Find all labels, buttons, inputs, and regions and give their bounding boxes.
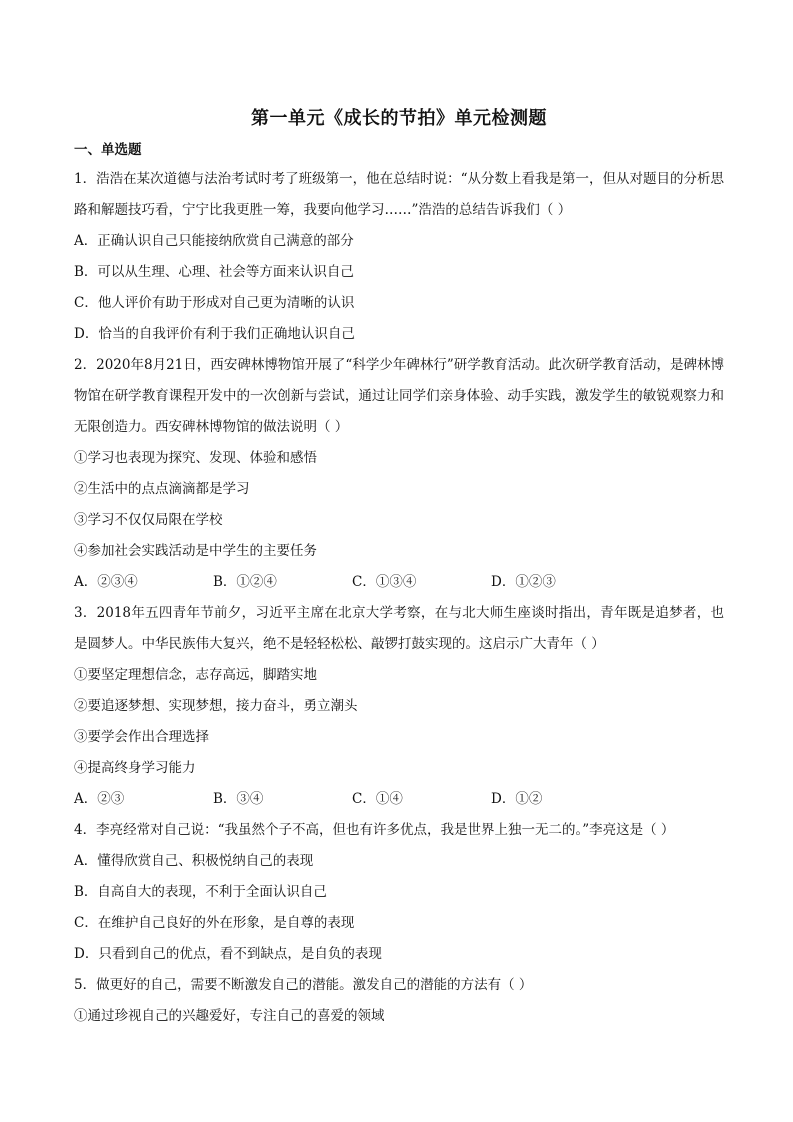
option-a: A．正确认识自己只能接纳欣赏自己满意的部分 [74,233,354,249]
option-d: D．只看到自己的优点，看不到缺点，是自负的表现 [74,946,382,962]
question-stem: 3．2018年五四青年节前夕，习近平主席在北京大学考察，在与北大师生座谈时指出，青年既是追梦者，也是圆梦人。中华民族伟大复兴，绝不是轻轻松松、敲锣打鼓实现的。这启示广大青年（ ） [74,605,724,652]
statement-item: ④参加社会实践活动是中学生的主要任务 [74,543,317,559]
statement-item: ②生活中的点点滴滴都是学习 [74,481,250,497]
option-c: C．①④ [352,791,403,807]
question-stem: 4．李亮经常对自己说：“我虽然个子不高，但也有许多优点，我是世界上独一无二的。”李亮这是（ ） [74,822,675,838]
option-d: D．①② [491,791,543,807]
option-a: A．懂得欣赏自己、积极悦纳自己的表现 [74,853,314,869]
page-title: 第一单元《成长的节拍》单元检测题 [251,108,547,129]
statement-item: ④提高终身学习能力 [74,760,196,776]
section-heading: 一、单选题 [74,142,142,158]
statement-item: ①学习也表现为探究、发现、体验和感悟 [74,450,317,466]
options-row [74,784,724,815]
question-1 [74,164,724,350]
option-c: C．他人评价有助于形成对自己更为清晰的认识 [74,295,355,311]
option-c: C．①③④ [352,574,417,590]
exam-page [74,104,724,1032]
question-3 [74,598,724,815]
statement-item: ③要学会作出合理选择 [74,729,209,745]
question-stem: 2．2020年8月21日，西安碑林博物馆开展了“科学少年碑林行”研学教育活动。此次研学教育活动，是碑林博物馆在研学教育课程开发中的一次创新与尝试，通过让同学们亲身体验、动手实践，激发学生的敏锐观察力和无限创造力。西安碑林博物馆的做法说明（ ） [74,357,724,435]
option-b: B．①②④ [213,574,277,590]
option-c: C．在维护自己良好的外在形象，是自尊的表现 [74,915,355,931]
option-d: D．恰当的自我评价有利于我们正确地认识自己 [74,326,355,342]
statement-item: ①通过珍视自己的兴趣爱好，专注自己的喜爱的领域 [74,1008,385,1024]
option-b: B．可以从生理、心理、社会等方面来认识自己 [74,264,354,280]
question-stem: 5．做更好的自己，需要不断激发自己的潜能。激发自己的潜能的方法有（ ） [74,977,533,993]
question-5 [74,970,724,1032]
statement-item: ①要坚定理想信念，志存高远，脚踏实地 [74,667,317,683]
statement-item: ②要追逐梦想、实现梦想，接力奋斗，勇立潮头 [74,698,358,714]
options-row [74,567,724,598]
option-b: B．自高自大的表现，不利于全面认识自己 [74,884,327,900]
question-2 [74,350,724,598]
option-d: D．①②③ [491,574,556,590]
question-4 [74,815,724,970]
option-b: B．③④ [213,791,264,807]
question-stem: 1．浩浩在某次道德与法治考试时考了班级第一，他在总结时说：“从分数上看我是第一，但从对题目的分析思路和解题技巧看，宁宁比我更胜一筹，我要向他学习……”浩浩的总结告诉我们（ ） [74,171,724,218]
option-a: A．②③ [74,791,125,807]
option-a: A．②③④ [74,574,138,590]
statement-item: ③学习不仅仅局限在学校 [74,512,223,528]
